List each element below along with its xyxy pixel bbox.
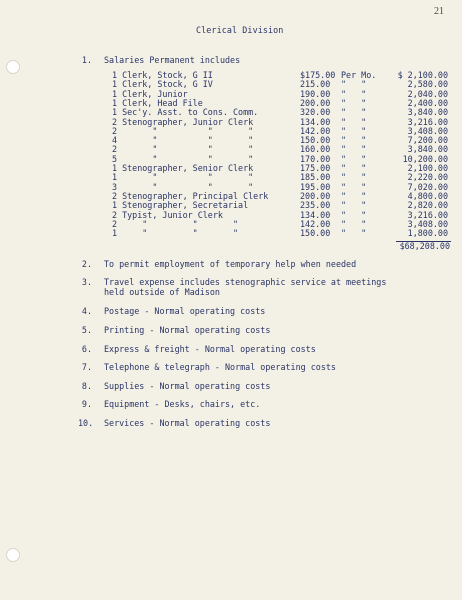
annual-total: 2,400.00	[407, 97, 448, 108]
item-number: 4.	[81, 306, 92, 316]
rate-period: " "	[341, 172, 367, 183]
annual-total: 7,020.00	[407, 181, 448, 192]
salary-sum: $68,208.00	[399, 241, 450, 251]
monthly-rate: 320.00	[300, 107, 331, 118]
item-number: 9.	[81, 399, 92, 409]
monthly-rate: 175.00	[300, 163, 331, 173]
annual-total: 3,408.00	[407, 125, 448, 136]
item-number: 3.	[81, 277, 92, 287]
position-title: 1 Clerk, Head File	[112, 97, 203, 108]
monthly-rate: 150.00	[300, 228, 331, 239]
annual-total: 2,040.00	[407, 88, 448, 99]
item-text: Equipment - Desks, chairs, etc.	[104, 399, 261, 409]
page-number: 21	[434, 6, 444, 17]
monthly-rate: 142.00	[300, 218, 331, 229]
monthly-rate: 215.00	[300, 79, 331, 90]
position-title: 1 Sec'y. Asst. to Cons. Comm.	[112, 107, 259, 118]
item-text: Travel expense includes stenographic service at meetings	[104, 277, 387, 287]
item-text: Postage - Normal operating costs	[104, 306, 266, 316]
annual-total: 3,840.00	[407, 107, 448, 118]
item-number: 8.	[81, 381, 92, 391]
annual-total: $ 2,100.00	[397, 70, 448, 80]
item-number: 2.	[81, 259, 92, 269]
position-title: 2 Stenographer, Junior Clerk	[112, 116, 254, 127]
rate-period: " "	[341, 153, 367, 164]
position-title: 1 Stenographer, Senior Clerk	[112, 163, 254, 173]
annual-total: 3,840.00	[407, 144, 448, 155]
rate-period: " "	[341, 209, 367, 220]
monthly-rate: 185.00	[300, 172, 331, 183]
annual-total: 2,220.00	[407, 172, 448, 183]
position-title: 3 " " "	[112, 181, 254, 192]
annual-total: 3,216.00	[407, 116, 448, 127]
monthly-rate: 190.00	[300, 88, 331, 99]
rate-period: " "	[341, 79, 367, 90]
rate-period: " "	[341, 116, 367, 127]
position-title: 1 Clerk, Junior	[112, 88, 188, 99]
rate-period: " "	[341, 88, 367, 99]
position-title: 2 " " "	[112, 144, 254, 155]
rate-period: " "	[341, 228, 367, 239]
rate-period: " "	[341, 135, 367, 146]
annual-total: 4,800.00	[407, 190, 448, 201]
rate-period: " "	[341, 218, 367, 229]
item-text: Salaries Permanent includes	[104, 55, 241, 65]
position-title: 1 Clerk, Stock, G II	[112, 70, 213, 80]
position-title: 1 Stenographer, Secretarial	[112, 200, 249, 211]
rate-period: " "	[341, 97, 367, 108]
item-number: 5.	[81, 325, 92, 335]
position-title: 1 Clerk, Stock, G IV	[112, 79, 213, 90]
rate-period: Per Mo.	[341, 70, 377, 80]
position-title: 2 " " "	[112, 125, 254, 136]
item-text: Printing - Normal operating costs	[104, 325, 271, 335]
item-text: Telephone & telegraph - Normal operating costs	[104, 362, 336, 372]
item-number: 10.	[78, 418, 94, 428]
rate-period: " "	[341, 163, 367, 173]
annual-total: 2,820.00	[407, 200, 448, 211]
monthly-rate: 200.00	[300, 97, 331, 108]
annual-total: 3,408.00	[407, 218, 448, 229]
annual-total: 3,216.00	[407, 209, 448, 220]
punch-hole-top	[6, 60, 20, 74]
punch-hole-bottom	[6, 548, 20, 562]
monthly-rate: 134.00	[300, 209, 331, 220]
rate-period: " "	[341, 200, 367, 211]
position-title: 1 " " "	[112, 172, 254, 183]
monthly-rate: 170.00	[300, 153, 331, 164]
page-title: Clerical Division	[196, 25, 284, 35]
item-number: 7.	[81, 362, 92, 372]
annual-total: 7,200.00	[407, 135, 448, 146]
position-title: 1 " " "	[112, 228, 239, 239]
rate-period: " "	[341, 181, 367, 192]
rate-period: " "	[341, 144, 367, 155]
annual-total: 10,200.00	[402, 153, 448, 164]
item-text: Express & freight - Normal operating costs	[104, 344, 316, 354]
monthly-rate: 160.00	[300, 144, 331, 155]
rate-period: " "	[341, 190, 367, 201]
rate-period: " "	[341, 107, 367, 118]
monthly-rate: 200.00	[300, 190, 331, 201]
item-text: To permit employment of temporary help when needed	[104, 259, 357, 269]
monthly-rate: $175.00	[300, 70, 336, 80]
monthly-rate: 134.00	[300, 116, 331, 127]
monthly-rate: 195.00	[300, 181, 331, 192]
monthly-rate: 235.00	[300, 200, 331, 211]
annual-total: 1,800.00	[407, 228, 448, 239]
item-number: 6.	[81, 344, 92, 354]
rate-period: " "	[341, 125, 367, 136]
position-title: 5 " " "	[112, 153, 254, 164]
monthly-rate: 150.00	[300, 135, 331, 146]
item-text: Supplies - Normal operating costs	[104, 381, 271, 391]
position-title: 2 " " "	[112, 218, 239, 229]
annual-total: 2,100.00	[407, 163, 448, 173]
position-title: 2 Stenographer, Principal Clerk	[112, 190, 269, 201]
position-title: 2 Typist, Junior Clerk	[112, 209, 223, 220]
item-number: 1.	[81, 55, 92, 65]
position-title: 4 " " "	[112, 135, 254, 146]
monthly-rate: 142.00	[300, 125, 331, 136]
annual-total: 2,580.00	[407, 79, 448, 90]
item-text: Services - Normal operating costs	[104, 418, 271, 428]
item-text: held outside of Madison	[104, 287, 220, 297]
